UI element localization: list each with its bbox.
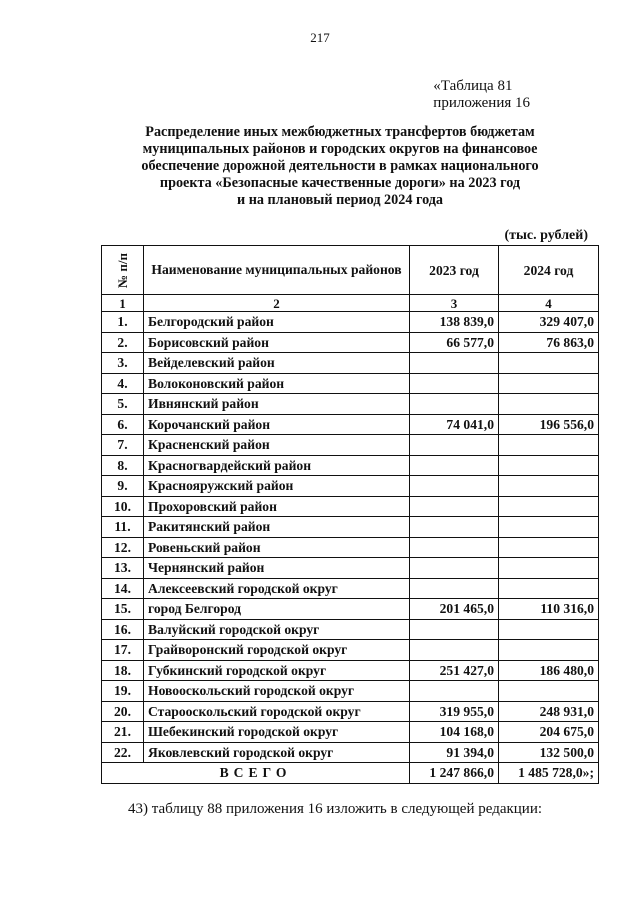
row-value-2024: 329 407,0 <box>499 312 599 333</box>
row-value-2023: 66 577,0 <box>410 332 499 353</box>
row-value-2024: 204 675,0 <box>499 722 599 743</box>
table-ref-line: «Таблица 81 <box>433 78 513 94</box>
row-value-2023: 91 394,0 <box>410 742 499 763</box>
row-value-2023 <box>410 496 499 517</box>
row-name: Вейделевский район <box>144 353 410 374</box>
row-value-2023 <box>410 681 499 702</box>
row-value-2024: 186 480,0 <box>499 660 599 681</box>
title-line: и на плановый период 2024 года <box>236 192 444 208</box>
row-value-2024 <box>499 578 599 599</box>
header-name: Наименование муниципальных районов <box>144 246 410 295</box>
row-value-2024: 132 500,0 <box>499 742 599 763</box>
row-name: город Белгород <box>144 599 410 620</box>
row-value-2023 <box>410 640 499 661</box>
row-number: 6. <box>102 414 144 435</box>
table-row <box>102 394 599 415</box>
row-value-2023: 138 839,0 <box>410 312 499 333</box>
row-value-2023: 319 955,0 <box>410 701 499 722</box>
row-value-2023 <box>410 537 499 558</box>
row-number: 13. <box>102 558 144 579</box>
row-value-2023 <box>410 394 499 415</box>
table-row <box>102 496 599 517</box>
table-row <box>102 742 599 763</box>
row-number: 21. <box>102 722 144 743</box>
row-name: Шебекинский городской округ <box>144 722 410 743</box>
table-row <box>102 373 599 394</box>
row-value-2024 <box>499 640 599 661</box>
row-value-2024 <box>499 681 599 702</box>
row-name: Алексеевский городской округ <box>144 578 410 599</box>
table-row <box>102 414 599 435</box>
header-number: № п/п <box>102 246 144 295</box>
page-number: 217 <box>310 30 330 45</box>
row-number: 9. <box>102 476 144 497</box>
column-index-row <box>102 295 599 312</box>
row-name: Краснояружский район <box>144 476 410 497</box>
row-number: 19. <box>102 681 144 702</box>
table-row <box>102 537 599 558</box>
row-value-2024 <box>499 537 599 558</box>
row-number: 16. <box>102 619 144 640</box>
total-label: ВСЕГО <box>102 763 410 784</box>
row-name: Корочанский район <box>144 414 410 435</box>
row-number: 14. <box>102 578 144 599</box>
row-value-2024 <box>499 455 599 476</box>
row-name: Грайворонский городской округ <box>144 640 410 661</box>
row-value-2024 <box>499 394 599 415</box>
table-ref-line: приложения 16 <box>433 95 530 111</box>
row-value-2023 <box>410 353 499 374</box>
table-row <box>102 599 599 620</box>
table-row <box>102 332 599 353</box>
row-name: Старооскольский городской округ <box>144 701 410 722</box>
row-name: Валуйский городской округ <box>144 619 410 640</box>
row-value-2024 <box>499 619 599 640</box>
row-number: 18. <box>102 660 144 681</box>
title-line: Распределение иных межбюджетных трансфертов бюджетам <box>145 124 535 140</box>
table-row <box>102 312 599 333</box>
table-row <box>102 722 599 743</box>
column-index: 4 <box>499 295 599 312</box>
document-title <box>110 124 570 209</box>
row-value-2024: 248 931,0 <box>499 701 599 722</box>
title-line: проекта «Безопасные качественные дороги» на 2023 год <box>159 175 521 191</box>
row-value-2023: 251 427,0 <box>410 660 499 681</box>
row-value-2024: 110 316,0 <box>499 599 599 620</box>
table-row <box>102 517 599 538</box>
row-value-2024 <box>499 517 599 538</box>
row-number: 17. <box>102 640 144 661</box>
row-number: 20. <box>102 701 144 722</box>
column-index: 2 <box>144 295 410 312</box>
row-number: 12. <box>102 537 144 558</box>
table-row <box>102 353 599 374</box>
column-index: 1 <box>102 295 144 312</box>
table-row <box>102 435 599 456</box>
row-number: 2. <box>102 332 144 353</box>
table-row <box>102 476 599 497</box>
row-number: 10. <box>102 496 144 517</box>
title-line: обеспечение дорожной деятельности в рамках национального <box>141 158 539 174</box>
row-value-2023 <box>410 578 499 599</box>
row-value-2023 <box>410 455 499 476</box>
row-name: Красненский район <box>144 435 410 456</box>
row-name: Белгородский район <box>144 312 410 333</box>
row-value-2023 <box>410 476 499 497</box>
total-row <box>102 763 599 784</box>
table-row <box>102 578 599 599</box>
title-line: муниципальных районов и городских округов на финансовое <box>142 141 538 157</box>
row-name: Ивнянский район <box>144 394 410 415</box>
row-value-2023: 74 041,0 <box>410 414 499 435</box>
row-value-2023: 201 465,0 <box>410 599 499 620</box>
row-value-2023 <box>410 619 499 640</box>
row-value-2024 <box>499 476 599 497</box>
row-name: Губкинский городской округ <box>144 660 410 681</box>
row-number: 1. <box>102 312 144 333</box>
table-row <box>102 640 599 661</box>
row-name: Борисовский район <box>144 332 410 353</box>
row-number: 4. <box>102 373 144 394</box>
table-reference <box>433 78 530 112</box>
row-number: 5. <box>102 394 144 415</box>
table-row <box>102 558 599 579</box>
header-2024: 2024 год <box>499 246 599 295</box>
table-row <box>102 619 599 640</box>
distribution-table <box>101 245 599 784</box>
row-name: Новооскольский городской округ <box>144 681 410 702</box>
header-row <box>102 246 599 295</box>
footer-text: 43) таблицу 88 приложения 16 изложить в следующей редакции: <box>128 801 543 817</box>
row-value-2024 <box>499 353 599 374</box>
row-name: Красногвардейский район <box>144 455 410 476</box>
column-index: 3 <box>410 295 499 312</box>
row-name: Чернянский район <box>144 558 410 579</box>
row-value-2023: 104 168,0 <box>410 722 499 743</box>
row-name: Ракитянский район <box>144 517 410 538</box>
header-2023: 2023 год <box>410 246 499 295</box>
row-value-2023 <box>410 558 499 579</box>
row-name: Волоконовский район <box>144 373 410 394</box>
table-row <box>102 455 599 476</box>
row-name: Ровеньский район <box>144 537 410 558</box>
table-row <box>102 660 599 681</box>
row-number: 3. <box>102 353 144 374</box>
row-number: 7. <box>102 435 144 456</box>
row-value-2023 <box>410 373 499 394</box>
row-value-2024 <box>499 373 599 394</box>
total-2023: 1 247 866,0 <box>410 763 499 784</box>
table-row <box>102 701 599 722</box>
row-number: 22. <box>102 742 144 763</box>
row-name: Яковлевский городской округ <box>144 742 410 763</box>
row-number: 15. <box>102 599 144 620</box>
row-name: Прохоровский район <box>144 496 410 517</box>
row-number: 11. <box>102 517 144 538</box>
row-value-2024 <box>499 435 599 456</box>
row-value-2023 <box>410 517 499 538</box>
units-label: (тыс. рублей) <box>504 228 588 243</box>
row-value-2023 <box>410 435 499 456</box>
total-2024: 1 485 728,0»; <box>499 763 599 784</box>
table-row <box>102 681 599 702</box>
row-number: 8. <box>102 455 144 476</box>
row-value-2024 <box>499 558 599 579</box>
row-value-2024: 76 863,0 <box>499 332 599 353</box>
row-value-2024: 196 556,0 <box>499 414 599 435</box>
row-value-2024 <box>499 496 599 517</box>
